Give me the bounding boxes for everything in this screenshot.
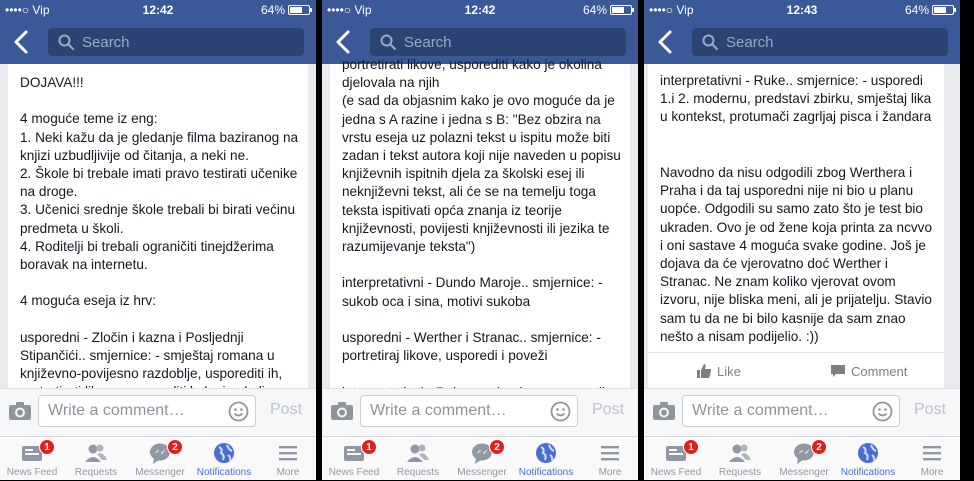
header-bar [0,0,316,64]
globe-icon [855,441,881,465]
post-text: interpretativni - Ruke.. smjernice: - usporedi 1.i 2. modernu, predstavi zbirku, smještaj lika u kontekst, protumači zagrljaj pisca i žandara [660,73,936,125]
smiley-icon[interactable] [550,401,571,422]
news-feed-badge: 1 [683,439,699,455]
friend-requests-icon [405,441,431,465]
tab-label: Notifications [518,467,574,478]
hamburger-menu-icon [597,441,623,465]
status-bar [644,0,960,20]
back-arrow-icon[interactable] [332,28,356,56]
like-comment-bar [648,352,944,388]
comment-input[interactable] [682,395,900,427]
comment-input[interactable] [360,395,578,427]
header-bar [322,0,638,64]
search-icon [702,34,718,50]
status-bar [322,0,638,20]
post-card [8,64,308,388]
thumbs-up-icon [696,363,712,379]
smiley-icon[interactable] [228,401,249,422]
battery-percent: 64% [904,3,929,17]
camera-icon[interactable] [8,401,32,421]
phone-screen-2 [322,0,638,480]
carrier-label: ••••○ Vip [327,3,372,17]
tab-bar [322,436,638,480]
comment-composer [644,388,960,436]
friend-requests-icon [83,441,109,465]
post-button[interactable]: Post [914,401,947,418]
search-bar[interactable] [370,28,626,56]
comment-placeholder: Write a comment… [48,402,185,419]
tab-label: Messenger [779,467,829,478]
status-bar [0,0,316,20]
tab-label: More [276,467,300,478]
battery-indicator [905,3,954,17]
post-text: portretirati likove, usporediti kako je okolina djelovala na njih (e sad da objasnim kako je ovo moguće da je jedna s A razine i jedna s B: "Bez obzira na vrstu eseja uz polazni tekst u ispitu može biti zadan i tekst autora koji nije naveden u popisu književnih ispitnih djela za školski esej ili neknjiževni tekst, ali će se na temelju toga teksta ispitivati opća znanja iz teorije književnosti, povijesti književnosti ili jezika te razumijevanje teksta") interpretativni - Dundo Maroje.. smjernice: - sukob oca i sina, motivi sukoba usporedni - Werther i Stranac.. smjernice: - portretiraj likove, usporedi i poveži [342,57,621,364]
phone-screen-3 [644,0,960,480]
battery-percent: 64% [582,3,607,17]
search-placeholder: Search [404,34,452,51]
tab-label: Notifications [196,467,252,478]
tab-label: Requests [74,467,118,478]
back-arrow-icon[interactable] [10,28,34,56]
comment-placeholder: Write a comment… [692,402,829,419]
tab-more[interactable] [578,437,642,481]
hamburger-menu-icon [919,441,945,465]
tab-label: More [920,467,944,478]
battery-icon [610,5,632,15]
battery-icon [288,5,310,15]
back-arrow-icon[interactable] [654,28,678,56]
comment-input[interactable] [38,395,256,427]
post-card [648,64,944,388]
search-icon [58,34,74,50]
post-button[interactable]: Post [270,401,303,418]
like-label: Like [717,364,741,379]
messenger-badge: 2 [167,439,183,455]
post-text-continued: Navodno da nisu odgodili zbog Werthera i Praha i da taj usporedni nije ni bio u planu uopće. Odgodili su samo zato što je test bio ukraden. Ovo je od žene koja printa za ncvvo i oni sastave 4 moguća svake godine. Još je dojava da će vjerovatno doć Werther i Stranac. Ne znam koliko vjerovat ovom izvoru, nije bliska meni, ali je prijatelju. Stavio sam tu da ne bi bilo kasnije da sam znao nešto a nisam podijelio. :)) [660,165,936,344]
tab-label: Requests [396,467,440,478]
globe-icon [533,441,559,465]
header-bar [644,0,960,64]
carrier-label: ••••○ Vip [5,3,50,17]
tab-label: Requests [718,467,762,478]
search-placeholder: Search [726,34,774,51]
battery-icon [932,5,954,15]
news-feed-badge: 1 [361,439,377,455]
post-card [330,57,630,388]
messenger-badge: 2 [811,439,827,455]
tab-label: Notifications [840,467,896,478]
comment-composer [322,388,638,436]
comment-composer [0,388,316,436]
search-icon [380,34,396,50]
tab-label: News Feed [6,467,58,478]
phone-screen-1 [0,0,316,480]
tab-more[interactable] [900,437,964,481]
post-button[interactable]: Post [592,401,625,418]
tab-label: Messenger [135,467,185,478]
battery-indicator [583,3,632,17]
tab-label: Messenger [457,467,507,478]
friend-requests-icon [727,441,753,465]
camera-icon[interactable] [330,401,354,421]
hamburger-menu-icon [275,441,301,465]
tab-label: News Feed [650,467,702,478]
comment-label: Comment [851,364,908,379]
clock: 12:42 [142,3,174,17]
messenger-badge: 2 [489,439,505,455]
tab-bar [0,436,316,480]
search-bar[interactable] [692,28,948,56]
clock: 12:42 [464,3,496,17]
tab-more[interactable] [256,437,320,481]
camera-icon[interactable] [652,401,676,421]
tab-label: News Feed [328,467,380,478]
battery-indicator [261,3,310,17]
globe-icon [211,441,237,465]
like-button[interactable] [696,363,741,379]
post-text: DOJAVA!!! 4 moguće teme iz eng: 1. Neki kažu da je gledanje filma baziranog na knjizi uzbudljivije od čitanja, a neki ne. 2. Škole bi trebale imati pravo testirati učenike na droge. 3. Učenici srednje škole trebali bi birati većinu predmeta u školi. 4. Roditelji bi trebali ograničiti tinejdžerima boravak na internetu. 4 moguća eseja iz hrv: usporedni - Zločin i kazna i Posljednji Stipančići.. smjernice: - smještaj romana u književno-povijesno razdoblje, usporediti ih, [20,75,299,382]
battery-percent: 64% [260,3,285,17]
comment-button[interactable] [830,363,907,379]
search-bar[interactable] [48,28,304,56]
comment-placeholder: Write a comment… [370,402,507,419]
news-feed-badge: 1 [39,439,55,455]
tab-label: More [598,467,622,478]
carrier-label: ••••○ Vip [649,3,694,17]
clock: 12:43 [786,3,818,17]
search-placeholder: Search [82,34,130,51]
comment-bubble-icon [830,363,846,379]
smiley-icon[interactable] [872,401,893,422]
tab-bar [644,436,960,480]
